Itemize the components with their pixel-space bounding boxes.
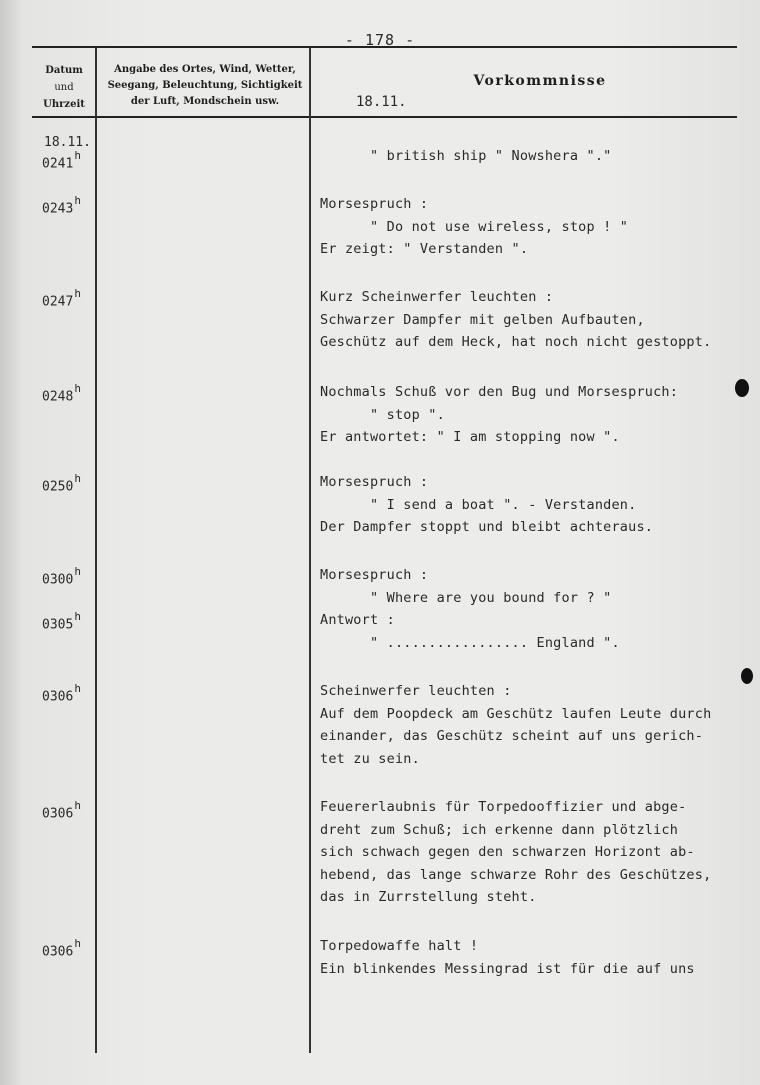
entry-text-line: Ein blinkendes Messingrad ist für die auf uns — [320, 960, 695, 977]
entry-time — [42, 682, 81, 705]
entry-time-value: 0250 — [42, 479, 74, 495]
entry-text-line: Scheinwerfer leuchten : — [320, 683, 512, 699]
header-location-line: Seegang, Beleuchtung, Sichtigkeit — [107, 80, 303, 91]
hour-mark: h — [74, 937, 81, 950]
entry-text-line: " I send a boat ". - Verstanden. — [320, 496, 637, 513]
entry-time — [42, 565, 81, 588]
entry-text — [320, 935, 695, 980]
entry-time — [42, 287, 81, 310]
entry-time — [42, 610, 81, 633]
entry-text-line: das in Zurrstellung steht. — [320, 889, 537, 906]
entry-text — [320, 680, 711, 770]
header-datum-line: und — [54, 82, 74, 93]
date-marker: 18.11. — [44, 135, 91, 150]
entry-time-value: 0306 — [42, 806, 74, 822]
header-top-rule — [32, 46, 737, 48]
header-location-line: der Luft, Mondschein usw. — [130, 96, 280, 107]
entry-text-line: einander, das Geschütz scheint auf uns gerich- — [320, 728, 704, 745]
header-datum — [34, 62, 94, 113]
entry-text-line: Auf dem Poopdeck am Geschütz laufen Leute durch — [320, 705, 712, 722]
entry-time-value: 0248 — [42, 389, 74, 405]
header-location-line: Angabe des Ortes, Wind, Wetter, — [114, 64, 296, 75]
entry-time — [42, 472, 81, 495]
entry-text-line: Er zeigt: " Verstanden ". — [320, 241, 529, 258]
entry-text-line: Morsespruch : — [320, 567, 429, 583]
entry-time-value: 0305 — [42, 617, 74, 633]
entry-time — [42, 799, 81, 822]
hour-mark: h — [74, 472, 81, 485]
column-divider-1 — [95, 48, 97, 1053]
entry-text-line: Morsespruch : — [320, 196, 429, 212]
entry-time-value: 0306 — [42, 944, 74, 960]
entry-text — [320, 796, 711, 909]
entry-text — [320, 564, 611, 609]
entry-text-line: Schwarzer Dampfer mit gelben Aufbauten, — [320, 311, 645, 328]
entry-text — [320, 286, 711, 354]
entry-text-line: Er antwortet: " I am stopping now ". — [320, 429, 620, 446]
entry-text-line: Nochmals Schuß vor den Bug und Morsespruch: — [320, 384, 679, 400]
entry-text-line: Der Dampfer stoppt und bleibt achteraus. — [320, 519, 654, 536]
entry-text-line: " british ship " Nowshera "." — [320, 148, 612, 164]
entry-text-line: Torpedowaffe halt ! — [320, 938, 479, 954]
hour-mark: h — [74, 194, 81, 207]
entry-time — [42, 937, 81, 960]
entry-text-line: Antwort : — [320, 612, 395, 628]
entry-text-line: hebend, das lange schwarze Rohr des Geschützes, — [320, 866, 712, 883]
entry-text-line: tet zu sein. — [320, 750, 420, 767]
entry-text — [320, 193, 628, 261]
entry-time-value: 0300 — [42, 572, 74, 588]
hour-mark: h — [74, 382, 81, 395]
entry-text — [320, 471, 653, 539]
entry-text-line: sich schwach gegen den schwarzen Horizont ab- — [320, 844, 695, 861]
entry-text-line: " stop ". — [320, 406, 445, 423]
entry-text — [320, 381, 678, 449]
page-number: - 178 - — [344, 31, 416, 49]
hour-mark: h — [74, 287, 81, 300]
column-divider-2 — [309, 48, 311, 1053]
hour-mark: h — [74, 799, 81, 812]
entry-text-line: " Do not use wireless, stop ! " — [320, 218, 629, 235]
entry-time — [42, 194, 81, 217]
entry-time-value: 0243 — [42, 201, 74, 217]
entry-text-line: Geschütz auf dem Heck, hat noch nicht gestoppt. — [320, 334, 712, 351]
hour-mark: h — [74, 149, 81, 162]
entry-time-value: 0247 — [42, 294, 74, 310]
entry-text — [320, 609, 620, 654]
hour-mark: h — [74, 682, 81, 695]
ink-blot — [741, 668, 753, 684]
header-location-weather — [100, 62, 310, 110]
hour-mark: h — [74, 565, 81, 578]
entry-time-value: 0306 — [42, 689, 74, 705]
hour-mark: h — [74, 610, 81, 623]
entry-time-value: 0241 — [42, 156, 74, 172]
header-bottom-rule — [32, 116, 737, 118]
entry-text-line: " Where are you bound for ? " — [320, 589, 612, 606]
entry-text-line: Morsespruch : — [320, 474, 429, 490]
entry-text-line: " ................. England ". — [320, 634, 620, 651]
header-vorkommnisse: Vorkommnisse — [473, 73, 607, 89]
header-datum-line: Uhrzeit — [43, 99, 85, 110]
entry-text-line: dreht zum Schuß; ich erkenne dann plötzlich — [320, 821, 679, 838]
header-datum-line: Datum — [45, 65, 83, 76]
entry-text-line: Kurz Scheinwerfer leuchten : — [320, 289, 554, 305]
entry-text — [320, 145, 611, 168]
header-date: 18.11. — [356, 94, 407, 110]
entry-text-line: Feuererlaubnis für Torpedooffizier und abge- — [320, 799, 687, 815]
entry-time — [42, 382, 81, 405]
entry-time — [42, 149, 81, 172]
ink-blot — [735, 379, 749, 397]
